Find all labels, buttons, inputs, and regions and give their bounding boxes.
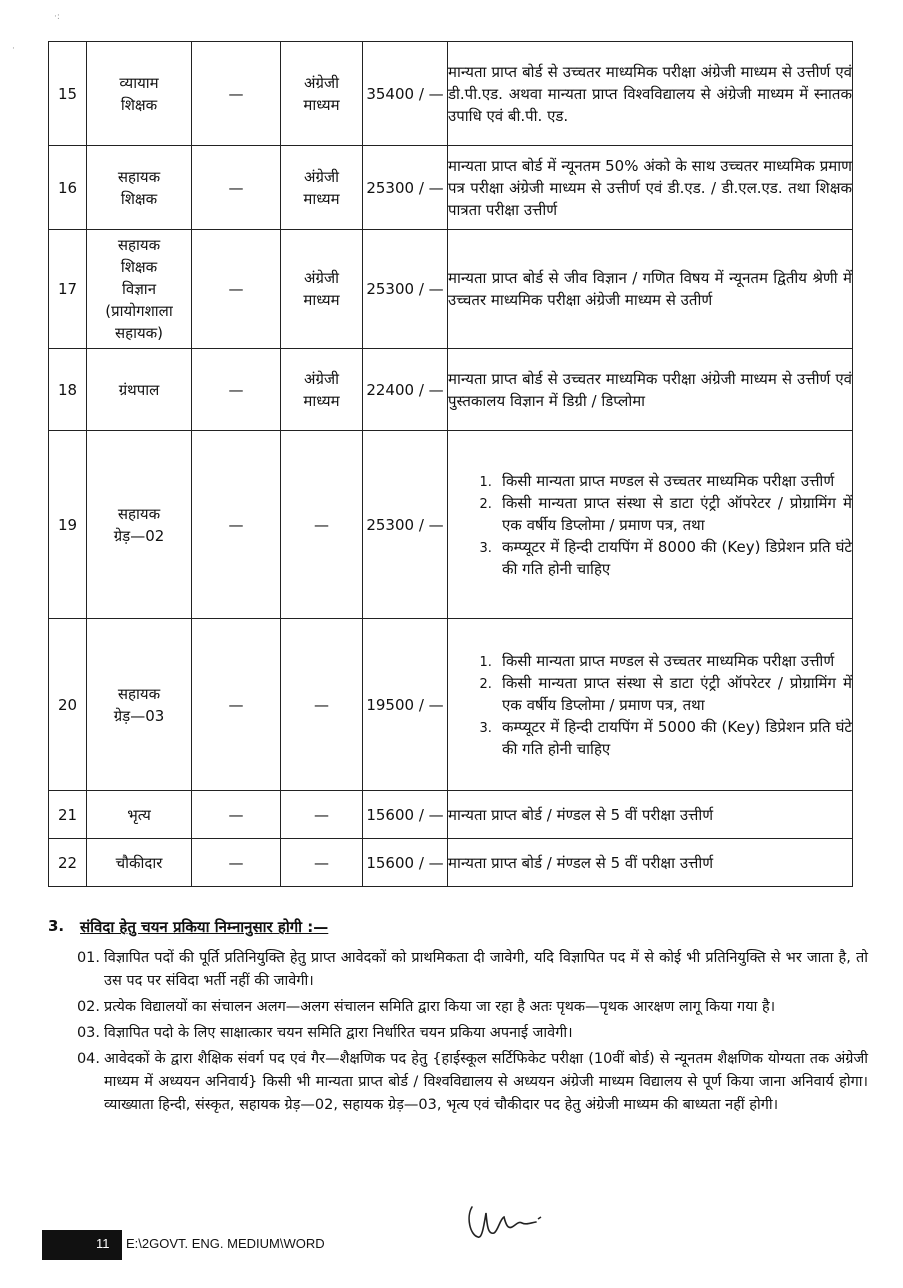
medium-line: — — [314, 805, 329, 824]
qualification-item: 3. कम्प्यूटर में हिन्दी टायपिंग में 8000 की (Key) डिप्रेशन प्रति घंटे की गति होनी चाहिए — [496, 536, 852, 580]
medium-line: अंग्रेजी — [304, 369, 339, 388]
qualification-cell: मान्यता प्राप्त बोर्ड / मंण्डल से 5 वीं परीक्षा उत्तीर्ण — [448, 839, 853, 887]
post-name-line: सहायक — [117, 684, 161, 703]
qualification-item: 2. किसी मान्यता प्राप्त संस्था से डाटा एंट्री ऑपरेटर / प्रोग्रामिंग में एक वर्षीय डिप्लोमा / प्रमाण पत्र, तथा — [496, 672, 852, 716]
serial-number-cell: 15 — [49, 42, 87, 146]
serial-number-cell: 17 — [49, 230, 87, 349]
dash-cell: — — [192, 619, 281, 791]
point-text: विज्ञापित पदों की पूर्ति प्रतिनियुक्ति हेतु प्राप्त आवेदकों को प्राथमिकता दी जावेगी, यदि विज्ञापित पद में से कोई भी प्रतिनियुक्ति से भर जाता है, तो उस पद पर संविदा भर्ती नहीं की जावेगी। — [104, 950, 868, 989]
qualification-list — [448, 470, 852, 580]
selection-process-section — [48, 917, 868, 1120]
qualification-cell: मान्यता प्राप्त बोर्ड / मंण्डल से 5 वीं परीक्षा उत्तीर्ण — [448, 791, 853, 839]
table-row — [49, 431, 853, 619]
medium-cell — [281, 791, 363, 839]
post-name-line: विज्ञान — [121, 280, 157, 298]
point-number: 03. — [76, 1025, 100, 1041]
qualification-item: 2. किसी मान्यता प्राप्त संस्था से डाटा एंट्री ऑपरेटर / प्रोग्रामिंग में एक वर्षीय डिप्लोमा / प्रमाण पत्र, तथा — [496, 492, 852, 536]
serial-number-cell: 19 — [49, 431, 87, 619]
post-name-cell — [87, 839, 192, 887]
medium-line: माध्यम — [303, 391, 340, 410]
selection-point — [48, 1022, 868, 1045]
post-name-cell — [87, 431, 192, 619]
section-number: 3. — [48, 917, 65, 935]
pay-scale-cell: 35400 / — — [363, 42, 448, 146]
post-name-line: (प्रायोगशाला — [105, 302, 173, 320]
dash-cell: — — [192, 431, 281, 619]
scan-mark: · — [12, 44, 15, 54]
table-row — [49, 349, 853, 431]
post-name-line: सहायक — [117, 167, 161, 186]
medium-cell — [281, 431, 363, 619]
selection-points-list — [48, 947, 868, 1117]
table-row — [49, 42, 853, 146]
post-name-line: व्यायाम — [119, 73, 159, 92]
serial-number-cell: 22 — [49, 839, 87, 887]
table-row — [49, 839, 853, 887]
qualification-item: 1. किसी मान्यता प्राप्त मण्डल से उच्चतर माध्यमिक परीक्षा उत्तीर्ण — [496, 470, 852, 492]
page-footer — [0, 1228, 903, 1264]
post-name-line: शिक्षक — [120, 258, 158, 276]
medium-line: — — [314, 515, 329, 534]
post-name-line: शिक्षक — [120, 95, 158, 114]
medium-line: — — [314, 695, 329, 714]
selection-point — [48, 947, 868, 993]
posts-table — [48, 41, 853, 887]
dash-cell: — — [192, 230, 281, 349]
serial-number-cell: 16 — [49, 146, 87, 230]
pay-scale-cell: 25300 / — — [363, 146, 448, 230]
qualification-cell: मान्यता प्राप्त बोर्ड से उच्चतर माध्यमिक परीक्षा अंग्रेजी माध्यम से उत्तीर्ण एवं डी.पी.एड. अथवा मान्यता प्राप्त विश्वविद्यालय से अंग्रेजी माध्यम में स्नातक उपाधि एवं बी.पी. एड. — [448, 42, 853, 146]
pay-scale-cell: 25300 / — — [363, 230, 448, 349]
medium-line: माध्यम — [303, 189, 340, 208]
point-number: 01. — [76, 950, 100, 966]
scan-mark: ·: — [54, 12, 60, 22]
pay-scale-cell: 15600 / — — [363, 791, 448, 839]
point-number: 04. — [76, 1051, 100, 1067]
post-name-line: शिक्षक — [120, 189, 158, 208]
section-title: संविदा हेतु चयन प्रकिया निम्नानुसार होगी :— — [80, 918, 329, 936]
qualification-item: 3. कम्प्यूटर में हिन्दी टायपिंग में 5000 की (Key) डिप्रेशन प्रति घंटे की गति होनी चाहिए — [496, 716, 852, 760]
dash-cell: — — [192, 349, 281, 431]
medium-cell — [281, 349, 363, 431]
post-name-line: भृत्य — [127, 805, 151, 824]
dash-cell: — — [192, 146, 281, 230]
qualification-cell: मान्यता प्राप्त बोर्ड से जीव विज्ञान / गणित विषय में न्यूनतम द्वितीय श्रेणी में उच्चतर माध्यमिक परीक्षा अंग्रेजी माध्यम से उतीर्ण — [448, 230, 853, 349]
section-heading — [48, 917, 868, 937]
post-name-cell — [87, 230, 192, 349]
medium-line: माध्यम — [303, 95, 340, 114]
qualification-item: 1. किसी मान्यता प्राप्त मण्डल से उच्चतर माध्यमिक परीक्षा उत्तीर्ण — [496, 650, 852, 672]
selection-point — [48, 996, 868, 1019]
pay-scale-cell: 19500 / — — [363, 619, 448, 791]
post-name-cell — [87, 349, 192, 431]
table-row — [49, 791, 853, 839]
medium-cell — [281, 146, 363, 230]
pay-scale-cell: 22400 / — — [363, 349, 448, 431]
dash-cell: — — [192, 791, 281, 839]
post-name-line: सहायक) — [114, 324, 164, 342]
post-name-cell — [87, 791, 192, 839]
dash-cell: — — [192, 42, 281, 146]
point-text: प्रत्येक विद्यालयों का संचालन अलग—अलग संचालन समिति द्वारा किया जा रहा है अतः पृथक—पृथक आरक्षण लागू किया गया है। — [104, 999, 776, 1015]
qualification-cell — [448, 431, 853, 619]
medium-line: — — [314, 853, 329, 872]
pay-scale-cell: 25300 / — — [363, 431, 448, 619]
point-number: 02. — [76, 999, 100, 1015]
medium-cell — [281, 230, 363, 349]
post-name-line: चौकीदार — [115, 853, 163, 872]
post-name-line: ग्रेड़—03 — [113, 706, 165, 725]
serial-number-cell: 20 — [49, 619, 87, 791]
file-path: E:\2GOVT. ENG. MEDIUM\WORD — [126, 1236, 325, 1251]
table-row — [49, 619, 853, 791]
post-name-cell — [87, 146, 192, 230]
table-row — [49, 230, 853, 349]
medium-cell — [281, 839, 363, 887]
qualification-list — [448, 650, 852, 760]
point-text: आवेदकों के द्वारा शैक्षिक संवर्ग पद एवं गैर—शैक्षणिक पद हेतु {हाईस्कूल सर्टिफिकेट परीक्षा (10वीं बोर्ड) से न्यूनतम शैक्षणिक योग्यता तक अंग्रेजी माध्यम में अध्ययन अनिवार्य} किसी भी मान्यता प्राप्त बोर्ड / विश्वविद्यालय से अध्ययन अंग्रेजी माध्यम विद्यालय से पूर्ण किया जाना अनिवार्य होगा। व्याख्याता हिन्दी, संस्कृत, सहायक ग्रेड़—02, सहायक ग्रेड़—03, भृत्य एवं चौकीदार पद हेतु अंग्रेजी माध्यम की बाध्यता नहीं होगी। — [104, 1051, 868, 1113]
footer-page-bar — [42, 1230, 122, 1260]
medium-line: माध्यम — [303, 291, 340, 309]
serial-number-cell: 21 — [49, 791, 87, 839]
qualification-cell — [448, 619, 853, 791]
post-name-cell — [87, 619, 192, 791]
medium-cell — [281, 619, 363, 791]
post-name-line: ग्रेड़—02 — [113, 526, 165, 545]
point-text: विज्ञापित पदो के लिए साक्षात्कार चयन समिति द्वारा निर्धारित चयन प्रकिया अपनाई जावेगी। — [104, 1025, 573, 1041]
post-name-line: ग्रंथपाल — [118, 380, 160, 399]
selection-point — [48, 1048, 868, 1117]
serial-number-cell: 18 — [49, 349, 87, 431]
table-row — [49, 146, 853, 230]
medium-line: अंग्रेजी — [304, 269, 339, 287]
qualification-cell: मान्यता प्राप्त बोर्ड में न्यूनतम 50% अंको के साथ उच्चतर माध्यमिक प्रमाण पत्र परीक्षा अंग्रेजी माध्यम से उत्तीर्ण एवं डी.एड. / डी.एल.एड. तथा शिक्षक पात्रता परीक्षा उत्तीर्ण — [448, 146, 853, 230]
post-name-line: सहायक — [117, 236, 161, 254]
medium-line: अंग्रेजी — [304, 167, 339, 186]
qualification-cell: मान्यता प्राप्त बोर्ड से उच्चतर माध्यमिक परीक्षा अंग्रेजी माध्यम से उत्तीर्ण एवं पुस्तकालय विज्ञान में डिग्री / डिप्लोमा — [448, 349, 853, 431]
dash-cell: — — [192, 839, 281, 887]
post-name-cell — [87, 42, 192, 146]
medium-cell — [281, 42, 363, 146]
post-name-line: सहायक — [117, 504, 161, 523]
pay-scale-cell: 15600 / — — [363, 839, 448, 887]
medium-line: अंग्रेजी — [304, 73, 339, 92]
page-number: 11 — [96, 1236, 110, 1251]
